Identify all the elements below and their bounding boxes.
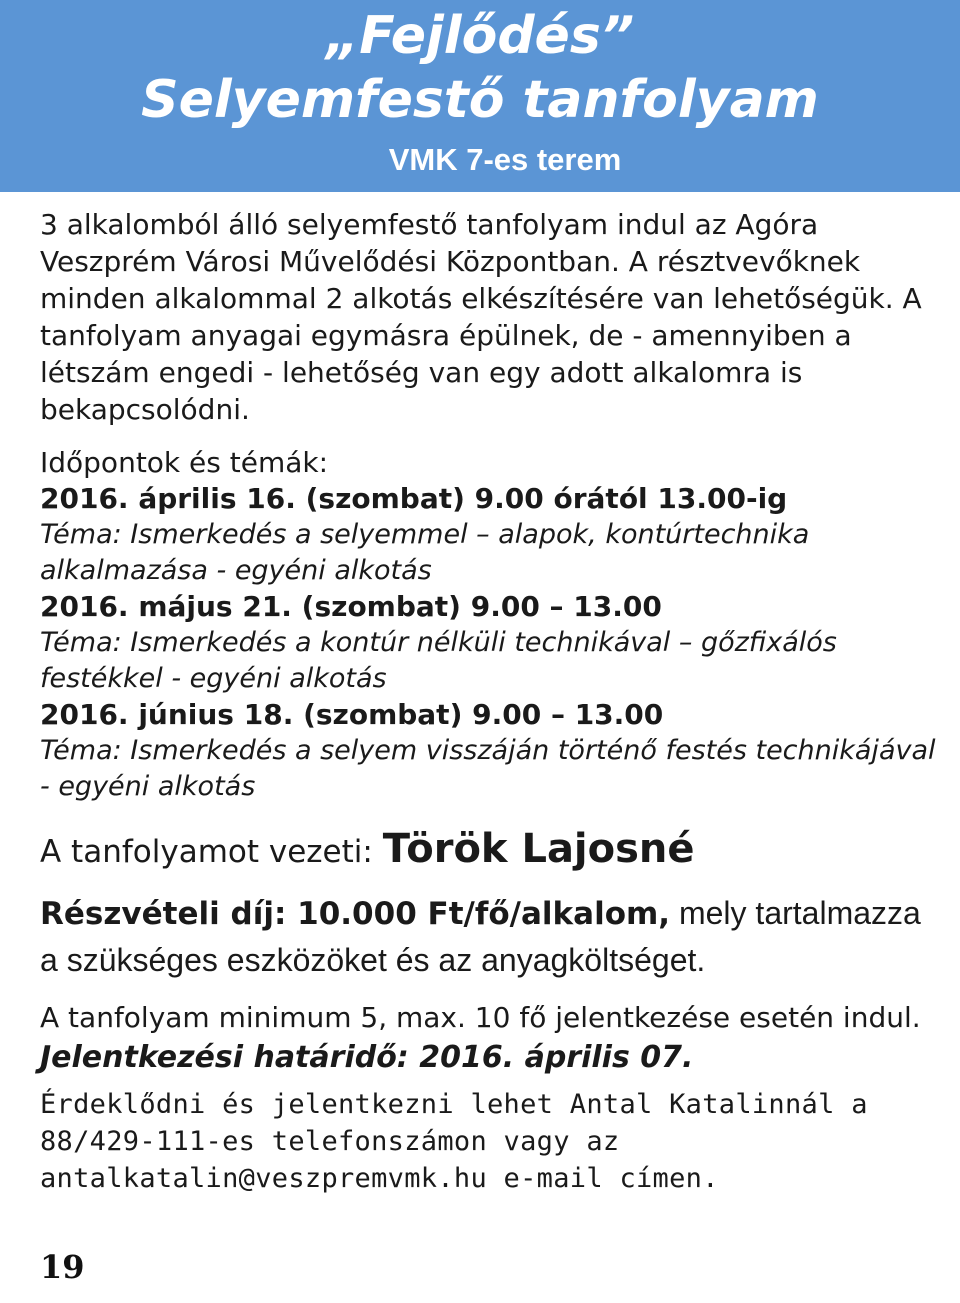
- registration-deadline: Jelentkezési határidő: 2016. április 07.: [40, 1040, 694, 1075]
- session-date: 2016. április 16. (szombat) 9.00 órától 13.00-ig: [40, 482, 788, 515]
- title-line-1: „Fejlődés”: [325, 6, 635, 66]
- contact-info: Érdeklődni és jelentkezni lehet Antal Katalinnál a 88/429-111-es telefonszámon vagy az antalkatalin@veszpremvmk.hu e-mail címen.: [40, 1089, 868, 1194]
- title-line-2: Selyemfestő tanfolyam: [141, 70, 819, 130]
- fee-label: Részvételi díj: 10.000 Ft/fő/alkalom,: [40, 896, 671, 932]
- session-topic: Téma: Ismerkedés a selyem visszáján történő festés technikájával - egyéni alkotás: [40, 735, 936, 802]
- session-date: 2016. május 21. (szombat) 9.00 – 13.00: [40, 590, 662, 623]
- session-date: 2016. június 18. (szombat) 9.00 – 13.00: [40, 698, 664, 731]
- participation-fee: [40, 890, 940, 983]
- session-topic: Téma: Ismerkedés a selyemmel – alapok, kontúrtechnika alkalmazása - egyéni alkotás: [40, 519, 810, 586]
- leader-label: A tanfolyamot vezeti:: [40, 834, 373, 870]
- session-topic: Téma: Ismerkedés a kontúr nélküli technikával – gőzfixálós festékkel - egyéni alkotás: [40, 627, 837, 694]
- venue-label: VMK 7-es terem: [388, 142, 622, 177]
- minimum-participants: A tanfolyam minimum 5, max. 10 fő jelentkezése esetén indul.: [40, 1001, 921, 1034]
- fee-description: mely tartalmazza a szükséges eszközöket és az anyagköltséget.: [40, 895, 921, 978]
- schedule-section: [40, 444, 940, 805]
- intro-paragraph: 3 alkalomból álló selyemfestő tanfolyam indul az Agóra Veszprém Városi Művelődési Központban. A résztvevőknek minden alkalommal 2 alkotás elkészítésére van lehetőségük. A tanfolyam anyagai egymásra épülnek, de - amennyiben a létszám engedi - lehetőség van egy adott alkalomra is bekapcsolódni.: [40, 208, 922, 426]
- course-leader: [40, 825, 940, 876]
- schedule-heading: Időpontok és témák:: [40, 446, 329, 479]
- leader-name: Török Lajosné: [382, 826, 695, 872]
- page-number: 19: [40, 1248, 85, 1286]
- header-banner: [0, 0, 960, 192]
- main-content: [40, 206, 940, 1197]
